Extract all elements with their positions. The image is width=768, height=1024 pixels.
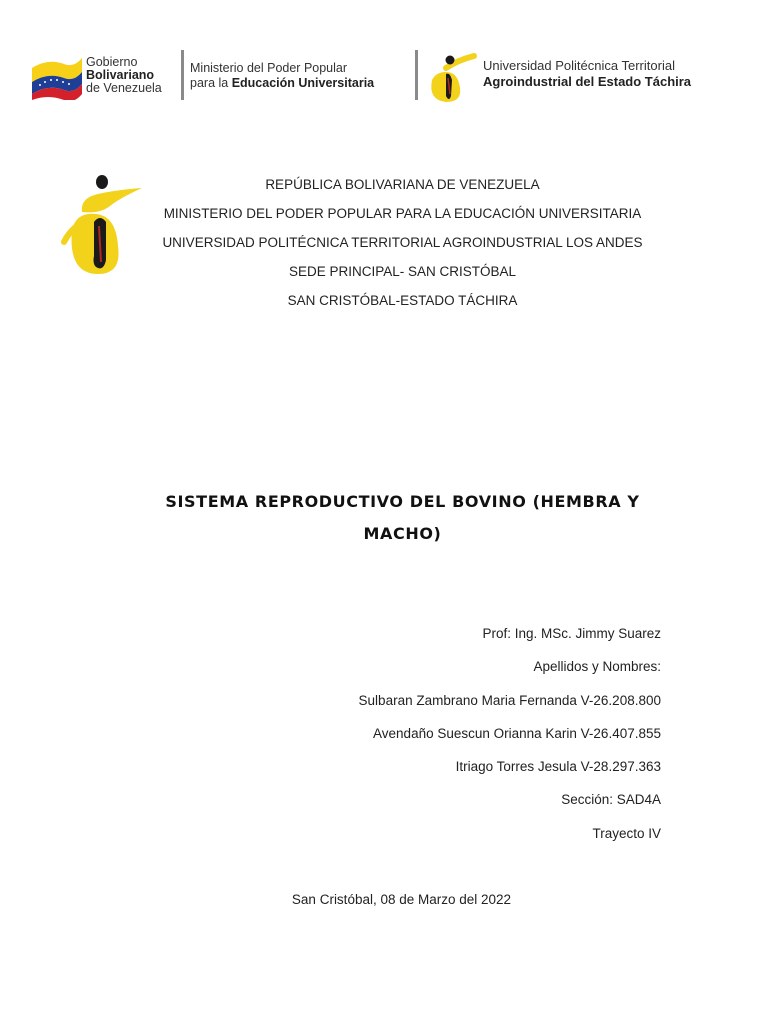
author-line: Itriago Torres Jesula V-28.297.363	[455, 759, 661, 775]
banner-divider	[415, 50, 418, 100]
header-line-republica: REPÚBLICA BOLIVARIANA DE VENEZUELA	[265, 177, 540, 192]
university-logo-text	[483, 58, 691, 90]
university-logo-icon	[424, 50, 480, 104]
ministerio-line2-prefix: para la	[190, 76, 232, 90]
professor-line: Prof: Ing. MSc. Jimmy Suarez	[482, 626, 661, 641]
author-line: Sulbaran Zambrano Maria Fernanda V-26.208.800	[358, 692, 661, 708]
header-line-estado: SAN CRISTÓBAL-ESTADO TÁCHIRA	[287, 293, 518, 308]
author-line: Avendaño Suescun Orianna Karin V-26.407.855	[373, 725, 661, 741]
universidad-line1: Universidad Politécnica Territorial	[483, 58, 675, 73]
document-title	[130, 486, 675, 550]
gobierno-line3: de Venezuela	[86, 81, 162, 95]
ministerio-line1: Ministerio del Poder Popular	[190, 61, 348, 75]
gobierno-line2: Bolivariano	[86, 68, 155, 82]
section-line: Sección: SAD4A	[561, 792, 661, 808]
universidad-line2: Agroindustrial del Estado Táchira	[483, 74, 692, 89]
authors-block	[359, 624, 661, 857]
ministerio-line2-bold: Educación Universitaria	[231, 76, 375, 90]
ministerio-line2	[190, 76, 374, 91]
venezuela-flag-icon	[30, 54, 84, 100]
header-banner	[0, 0, 768, 120]
header-line-sede: SEDE PRINCIPAL- SAN CRISTÓBAL	[288, 264, 517, 279]
document-date: San Cristóbal, 08 de Marzo del 2022	[291, 892, 512, 907]
gobierno-line1: Gobierno	[86, 55, 138, 69]
gobierno-bolivariano-logo-text	[86, 56, 162, 95]
header-line-universidad: UNIVERSIDAD POLITÉCNICA TERRITORIAL AGROINDUSTRIAL LOS ANDES	[162, 235, 643, 250]
document-title-line1: SISTEMA REPRODUCTIVO DEL BOVINO (HEMBRA Y	[165, 492, 640, 511]
banner-divider	[181, 50, 184, 100]
names-heading: Apellidos y Nombres:	[533, 659, 661, 675]
trayecto-line: Trayecto IV	[592, 825, 661, 841]
institution-header	[120, 176, 685, 321]
ministerio-logo-text	[190, 61, 374, 91]
header-line-ministerio: MINISTERIO DEL PODER POPULAR PARA LA EDUCACIÓN UNIVERSITARIA	[163, 206, 642, 221]
document-title-line2: MACHO)	[363, 524, 442, 543]
